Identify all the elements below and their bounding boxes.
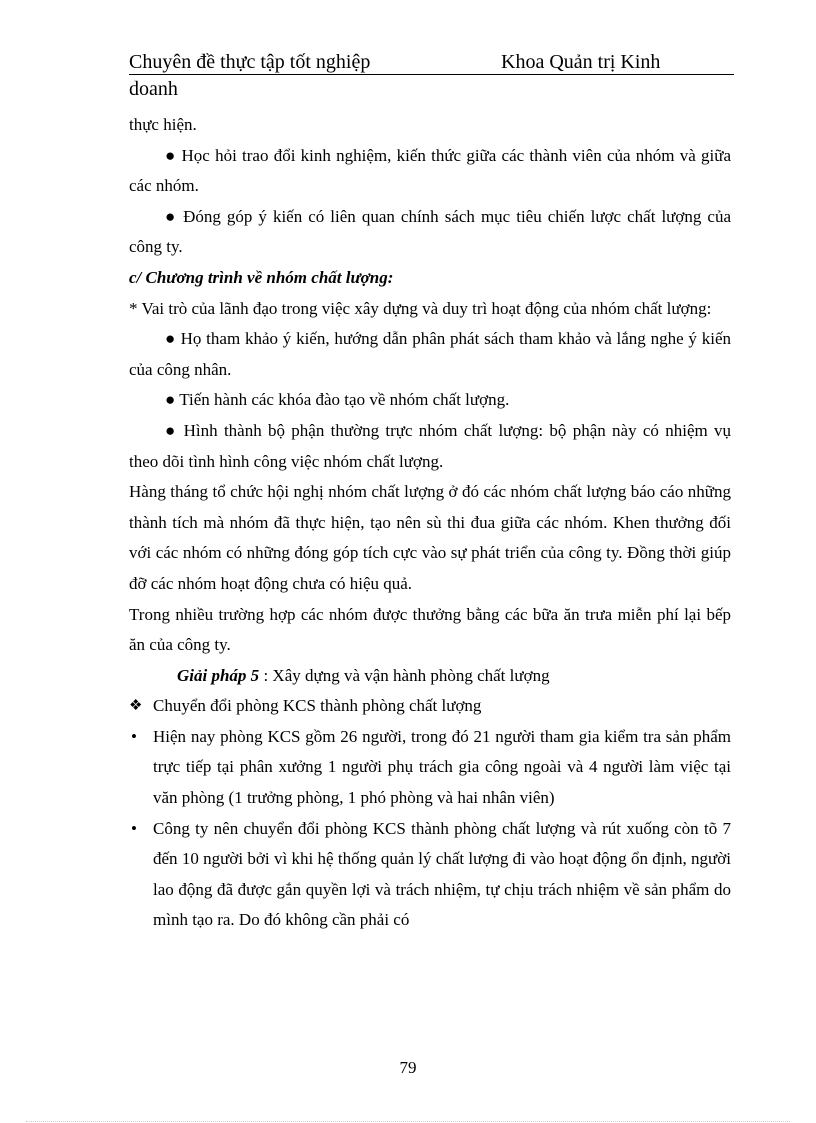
- page-bottom-divider: [26, 1121, 790, 1122]
- header-left-title: Chuyên đề thực tập tốt nghiệp: [129, 51, 371, 73]
- monthly-meeting-paragraph: Hàng tháng tổ chức hội nghị nhóm chất lượng ở đó các nhóm chất lượng báo cáo những thành tích mà nhóm đã thực hiện, tạo nên sù thi đua giữa các nhóm. Khen thưởng đối với các nhóm có những đóng góp tích cực vào sự phát triển của công ty. Đồng thời giúp đỡ các nhóm hoạt động chưa có hiệu quả.: [129, 482, 731, 593]
- role-intro-paragraph: * Vai trò của lãnh đạo trong việc xây dựng và duy trì hoạt động của nhóm chất lượng:: [129, 298, 712, 318]
- bullet-item: [129, 385, 731, 416]
- page-number: 79: [399, 1058, 417, 1077]
- header-underline: [129, 74, 734, 75]
- bullet-text: Tiến hành các khóa đào tạo về nhóm chất lượng.: [179, 390, 510, 410]
- bullet-icon: ●: [165, 206, 178, 226]
- dot-list-item: [129, 814, 731, 936]
- bullet-item: [129, 324, 731, 385]
- dot-bullet-icon: •: [131, 818, 137, 838]
- diamond-list-item: [129, 691, 731, 722]
- diamond-item-text: Chuyển đổi phòng KCS thành phòng chất lượng: [153, 696, 482, 716]
- page-header: [129, 50, 731, 100]
- dot-item-text: Hiện nay phòng KCS gồm 26 người, trong đó 21 người tham gia kiểm tra sản phẩm trực tiếp tại phân xưởng 1 người phụ trách gia công ngoài và 4 người làm việc tại văn phòng (1 trưởng phòng, 1 phó phòng và hai nhân viên): [153, 726, 731, 808]
- document-body: [129, 110, 731, 936]
- bullet-text: Họ tham khảo ý kiến, hướng dẫn phân phát sách tham khảo và lắng nghe ý kiến của công nhân.: [129, 329, 731, 379]
- solution-heading: [129, 661, 731, 692]
- paragraph-continued: thực hiện.: [129, 115, 197, 134]
- bullet-icon: ●: [165, 145, 177, 165]
- section-heading: c/ Chương trình về nhóm chất lượng:: [129, 267, 394, 287]
- bullet-item: [129, 141, 731, 202]
- bullet-icon: ●: [165, 420, 178, 440]
- bullet-item: [129, 416, 731, 477]
- bullet-text: Học hỏi trao đổi kinh nghiệm, kiến thức giữa các thành viên của nhóm và giữa các nhóm.: [129, 145, 731, 196]
- diamond-bullet-icon: ❖: [129, 698, 143, 715]
- solution-text: : Xây dựng và vận hành phòng chất lượng: [259, 665, 550, 685]
- bullet-icon: ●: [165, 329, 176, 349]
- header-right-title: Khoa Quản trị Kinh: [501, 51, 661, 73]
- solution-label: Giải pháp 5: [177, 665, 260, 685]
- document-page: [129, 50, 731, 936]
- bullet-text: Hình thành bộ phận thường trực nhóm chất lượng: bộ phận này có nhiệm vụ theo dõi tình hình công việc nhóm chất lượng.: [129, 420, 732, 471]
- dot-list-item: [129, 722, 731, 814]
- dot-item-text: Công ty nên chuyển đổi phòng KCS thành phòng chất lượng và rút xuống còn tõ 7 đến 10 người bởi vì khi hệ thống quản lý chất lượng đi vào hoạt động ổn định, người lao động đã được gắn quyền lợi và trách nhiệm, tự chịu trách nhiệm về sản phẩm do mình tạo ra. Do đó không cần phải có: [153, 818, 731, 930]
- header-continuation: doanh: [129, 78, 178, 100]
- lunch-reward-paragraph: Trong nhiều trường hợp các nhóm được thưởng bằng các bữa ăn trưa miễn phí lại bếp ăn của công ty.: [129, 604, 731, 655]
- bullet-item: [129, 202, 731, 263]
- dot-bullet-icon: •: [131, 726, 137, 746]
- bullet-icon: ●: [165, 390, 176, 410]
- bullet-text: Đóng góp ý kiến có liên quan chính sách mục tiêu chiến lược chất lượng của công ty.: [129, 206, 731, 257]
